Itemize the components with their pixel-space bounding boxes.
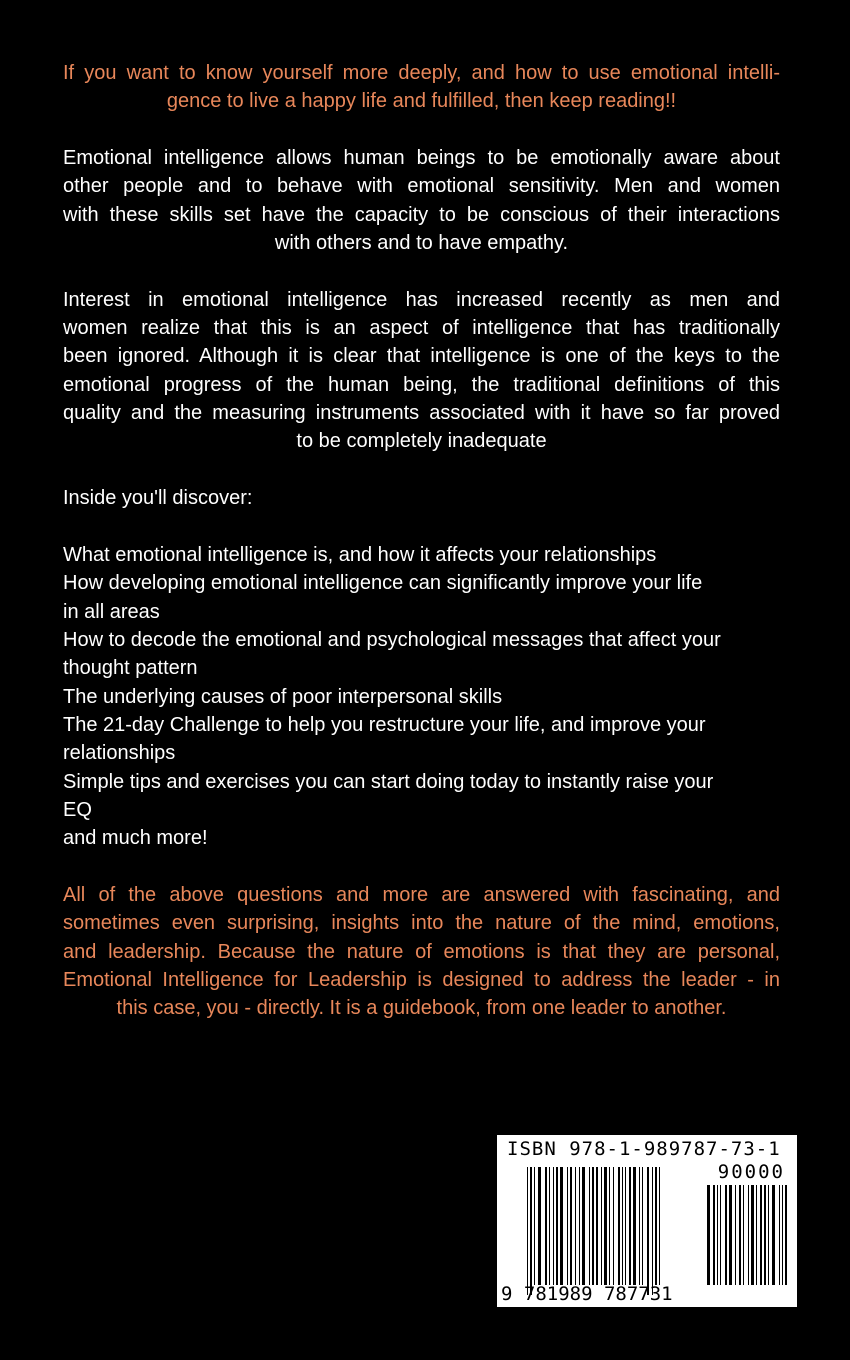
text-line: sometimes even surprising, insights into the nature of the mind, emotions, [63,912,780,935]
list-item-line: relationships [63,742,176,765]
barcode-bar [601,1167,602,1285]
price-addon: 90000 [717,1161,785,1183]
barcode-bar [764,1185,766,1285]
barcode-bar [592,1167,594,1285]
text-line: women realize that this is an aspect of intelligence that has traditionally [63,317,780,340]
barcode-bar [779,1185,780,1285]
barcode-bar [720,1185,721,1285]
barcode-bar [639,1167,640,1285]
barcode-bar [655,1167,657,1285]
barcode-bar [538,1167,541,1285]
barcode-bar [743,1185,744,1285]
barcode-bar [629,1167,631,1285]
text-line: Emotional intelligence allows human beings to be emotionally aware about [63,147,780,170]
list-item-line: Simple tips and exercises you can start doing today to instantly raise your [63,770,714,793]
barcode-bar [553,1167,554,1285]
text-line: this case, you - directly. It is a guidebook, from one leader to another. [116,997,727,1020]
barcode-bar [760,1185,762,1285]
list-item [63,768,780,825]
isbn-label: ISBN 978-1-989787-73-1 [507,1138,781,1160]
barcode-bar [642,1167,643,1285]
barcode-bar [739,1185,741,1285]
description-paragraph-1 [63,144,780,257]
text-line: emotional progress of the human being, the traditional definitions of this [63,373,780,396]
barcode-bar [659,1167,660,1285]
barcode-bar [756,1185,757,1285]
barcode-bar [604,1167,607,1285]
barcode-bar [609,1167,610,1285]
barcode-bar [633,1167,636,1285]
barcode-bar [530,1167,532,1295]
discover-list [63,541,780,853]
barcode-bar [613,1167,614,1285]
barcode-bar [785,1185,787,1285]
list-item-line: How developing emotional intelligence can significantly improve your life [63,572,703,595]
list-item [63,541,780,569]
list-item [63,711,780,768]
discover-heading: Inside you'll discover: [63,487,253,510]
list-item-line: EQ [63,798,92,821]
barcode-bar [545,1167,547,1285]
text-line: gence to live a happy life and fulfilled, then keep reading!! [166,90,677,113]
barcode-bar [549,1167,550,1285]
barcode-bar [729,1185,732,1285]
barcode-bar [748,1185,749,1285]
text-line: and leadership. Because the nature of emotions is that they are personal, [63,940,780,963]
barcode-bar [652,1167,653,1295]
list-item-line: and much more! [63,827,208,850]
text-line: been ignored. Although it is clear that intelligence is one of the keys to the [63,345,780,368]
barcode-bar [560,1167,563,1285]
description-paragraph-2 [63,286,780,456]
list-item-line: The underlying causes of poor interpersonal skills [63,685,503,708]
text-line: with others and to have empathy. [274,232,569,255]
list-item [63,683,780,711]
barcode-bar [570,1167,572,1285]
text-line: quality and the measuring instruments associated with it have so far proved [63,402,780,425]
barcode-bar [618,1167,620,1285]
barcode-bar [527,1167,528,1295]
list-item-line: in all areas [63,600,160,623]
text-line: Emotional Intelligence for Leadership is designed to address the leader - in [63,969,780,991]
text-line: to be completely inadequate [296,430,547,453]
text-line: with these skills set have the capacity to be conscious of their interactions [63,203,780,226]
isbn-barcode [497,1135,797,1307]
barcode-bar [725,1185,727,1285]
text-line: other people and to behave with emotional sensitivity. Men and women [63,175,780,198]
list-item-line: What emotional intelligence is, and how it affects your relationships [63,543,657,566]
list-item [63,824,780,852]
text-line: Interest in emotional intelligence has increased recently as men and [63,288,780,311]
list-item [63,626,780,683]
list-item-line: How to decode the emotional and psychological messages that affect your [63,628,721,651]
text-line: If you want to know yourself more deeply, and how to use emotional intelli- [63,62,780,84]
intro-paragraph [63,59,780,116]
barcode-bar [772,1185,775,1285]
list-item-line: thought pattern [63,657,198,680]
barcode-bar [589,1167,590,1285]
list-item [63,569,780,626]
barcode-bar [707,1185,710,1285]
back-cover-text [63,59,780,1023]
barcode-bar [622,1167,623,1285]
closing-paragraph [63,881,780,1023]
barcode-bar [713,1185,715,1285]
barcode-bar [596,1167,598,1285]
barcode-bar [579,1167,580,1285]
barcode-bar [582,1167,585,1285]
barcode-bar [717,1185,718,1285]
barcode-digits: 9 781989 787731 [501,1283,673,1305]
text-line: All of the above questions and more are answered with fascinating, and [63,883,780,906]
barcode-bar [735,1185,736,1285]
barcode-bar [782,1185,783,1285]
barcode-bar [625,1167,626,1285]
list-item-line: The 21-day Challenge to help you restructure your life, and improve your [63,713,706,736]
barcode-bar [647,1167,649,1295]
barcode-bar [768,1185,769,1285]
barcode-bar [575,1167,576,1285]
barcode-bar [556,1167,558,1285]
barcode-bar [534,1167,535,1285]
barcode-bar [567,1167,568,1285]
barcode-bar [751,1185,754,1285]
